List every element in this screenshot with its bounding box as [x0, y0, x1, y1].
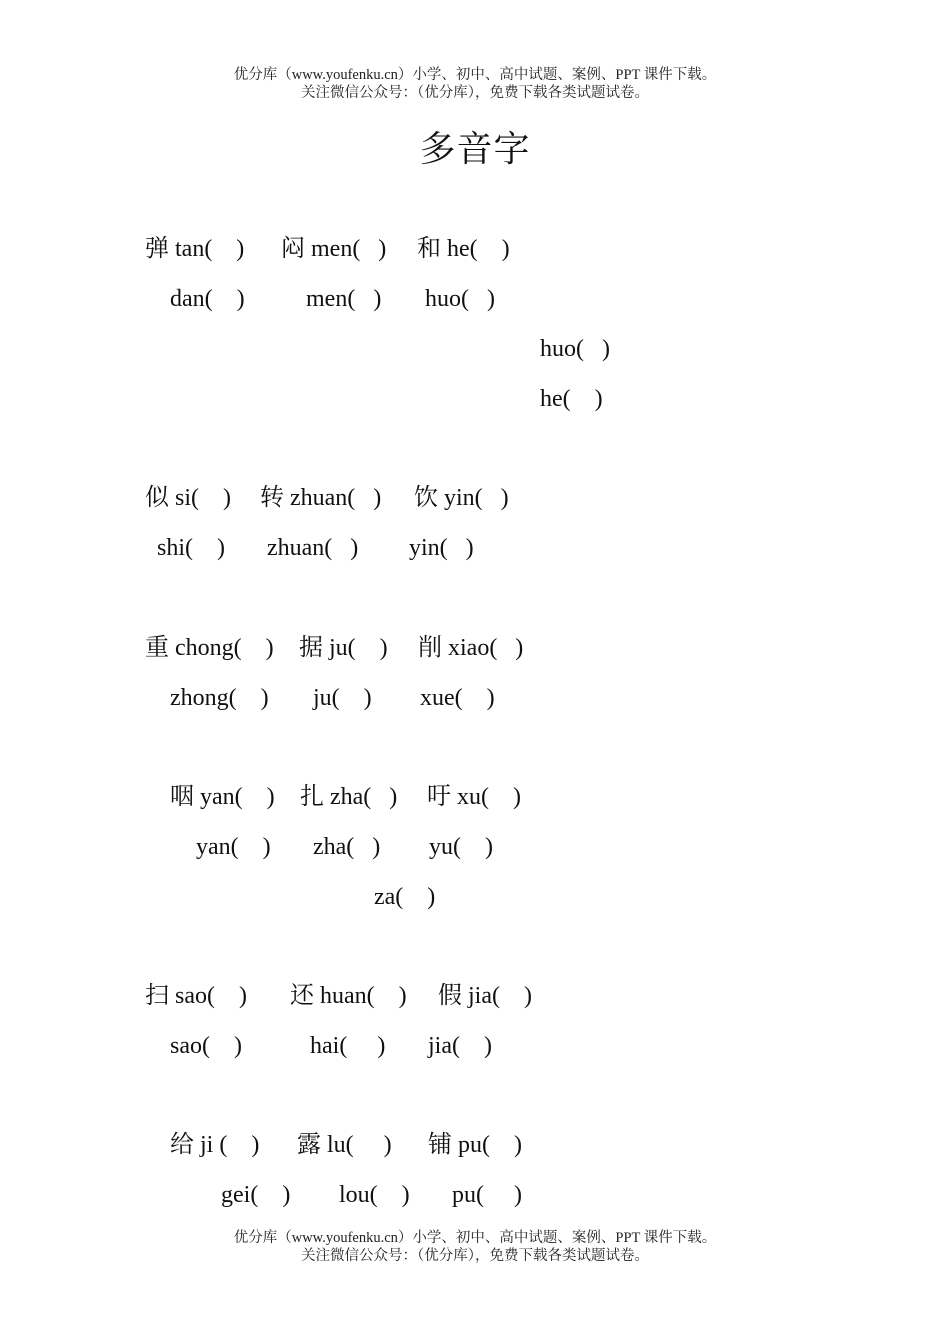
entry-yin-yin-2: yin( )	[409, 535, 474, 561]
entry-gei-gei: gei( )	[221, 1182, 291, 1208]
entry-jia-jia: 假 jia( )	[438, 983, 532, 1009]
entry-yin-yin: 饮 yin( )	[414, 485, 509, 511]
entry-dan-dan: dan( )	[170, 286, 245, 312]
header-line-1: 优分库（www.youfenku.cn）小学、初中、高中试题、案例、PPT 课件下载。	[233, 67, 717, 83]
entry-pu-pu-2: pu( )	[452, 1182, 522, 1208]
entry-yan-yan: 咽 yan( )	[170, 784, 275, 810]
entry-si-si: 似 si( )	[145, 485, 231, 511]
entry-si-shi: shi( )	[157, 535, 225, 561]
entry-yan-yan-2: yan( )	[196, 834, 271, 860]
footer-line-2: 关注微信公众号：（优分库），免费下载各类试题试卷。	[301, 1248, 649, 1264]
entry-xiao-xue: xue( )	[420, 685, 495, 711]
entry-gei-ji: 给 ji ( )	[170, 1132, 260, 1158]
entry-men-men: 闷 men( )	[281, 236, 387, 262]
footer-line-1: 优分库（www.youfenku.cn）小学、初中、高中试题、案例、PPT 课件下载。	[233, 1230, 717, 1246]
entry-he-huo-2: huo( )	[540, 336, 610, 362]
entry-zha-zha: 扎 zha( )	[300, 784, 398, 810]
entry-zhong-zhong: zhong( )	[170, 685, 269, 711]
entry-he-he: 和 he( )	[417, 236, 510, 262]
entry-ju-ju-2: ju( )	[313, 685, 372, 711]
entry-men-men-2: men( )	[306, 286, 382, 312]
entry-ju-ju: 据 ju( )	[299, 635, 388, 661]
entry-he-he-2: he( )	[540, 386, 603, 412]
entry-zhong-chong: 重 chong( )	[145, 635, 274, 661]
entry-zha-za: za( )	[374, 884, 436, 910]
entry-pu-pu: 铺 pu( )	[428, 1132, 522, 1158]
entry-lu-lou: lou( )	[339, 1182, 410, 1208]
entry-sao-sao: 扫 sao( )	[145, 983, 247, 1009]
entry-dan-tan: 弹 tan( )	[145, 236, 245, 262]
entry-huan-hai: hai( )	[310, 1033, 386, 1059]
entry-he-huo: huo( )	[425, 286, 495, 312]
entry-lu-lu: 露 lu( )	[297, 1132, 392, 1158]
entry-sao-sao-2: sao( )	[170, 1033, 242, 1059]
entry-jia-jia-2: jia( )	[428, 1033, 492, 1059]
entry-zha-zha-2: zha( )	[313, 834, 381, 860]
page-title: 多音字	[419, 129, 531, 169]
entry-xu-yu: yu( )	[429, 834, 493, 860]
entry-huan-huan: 还 huan( )	[290, 983, 407, 1009]
entry-xiao-xiao: 削 xiao( )	[418, 635, 524, 661]
entry-xu-xu: 吁 xu( )	[427, 784, 521, 810]
header-line-2: 关注微信公众号：（优分库），免费下载各类试题试卷。	[301, 85, 649, 101]
entry-zhuan-zhuan-2: zhuan( )	[267, 535, 359, 561]
entry-zhuan-zhuan: 转 zhuan( )	[260, 485, 382, 511]
